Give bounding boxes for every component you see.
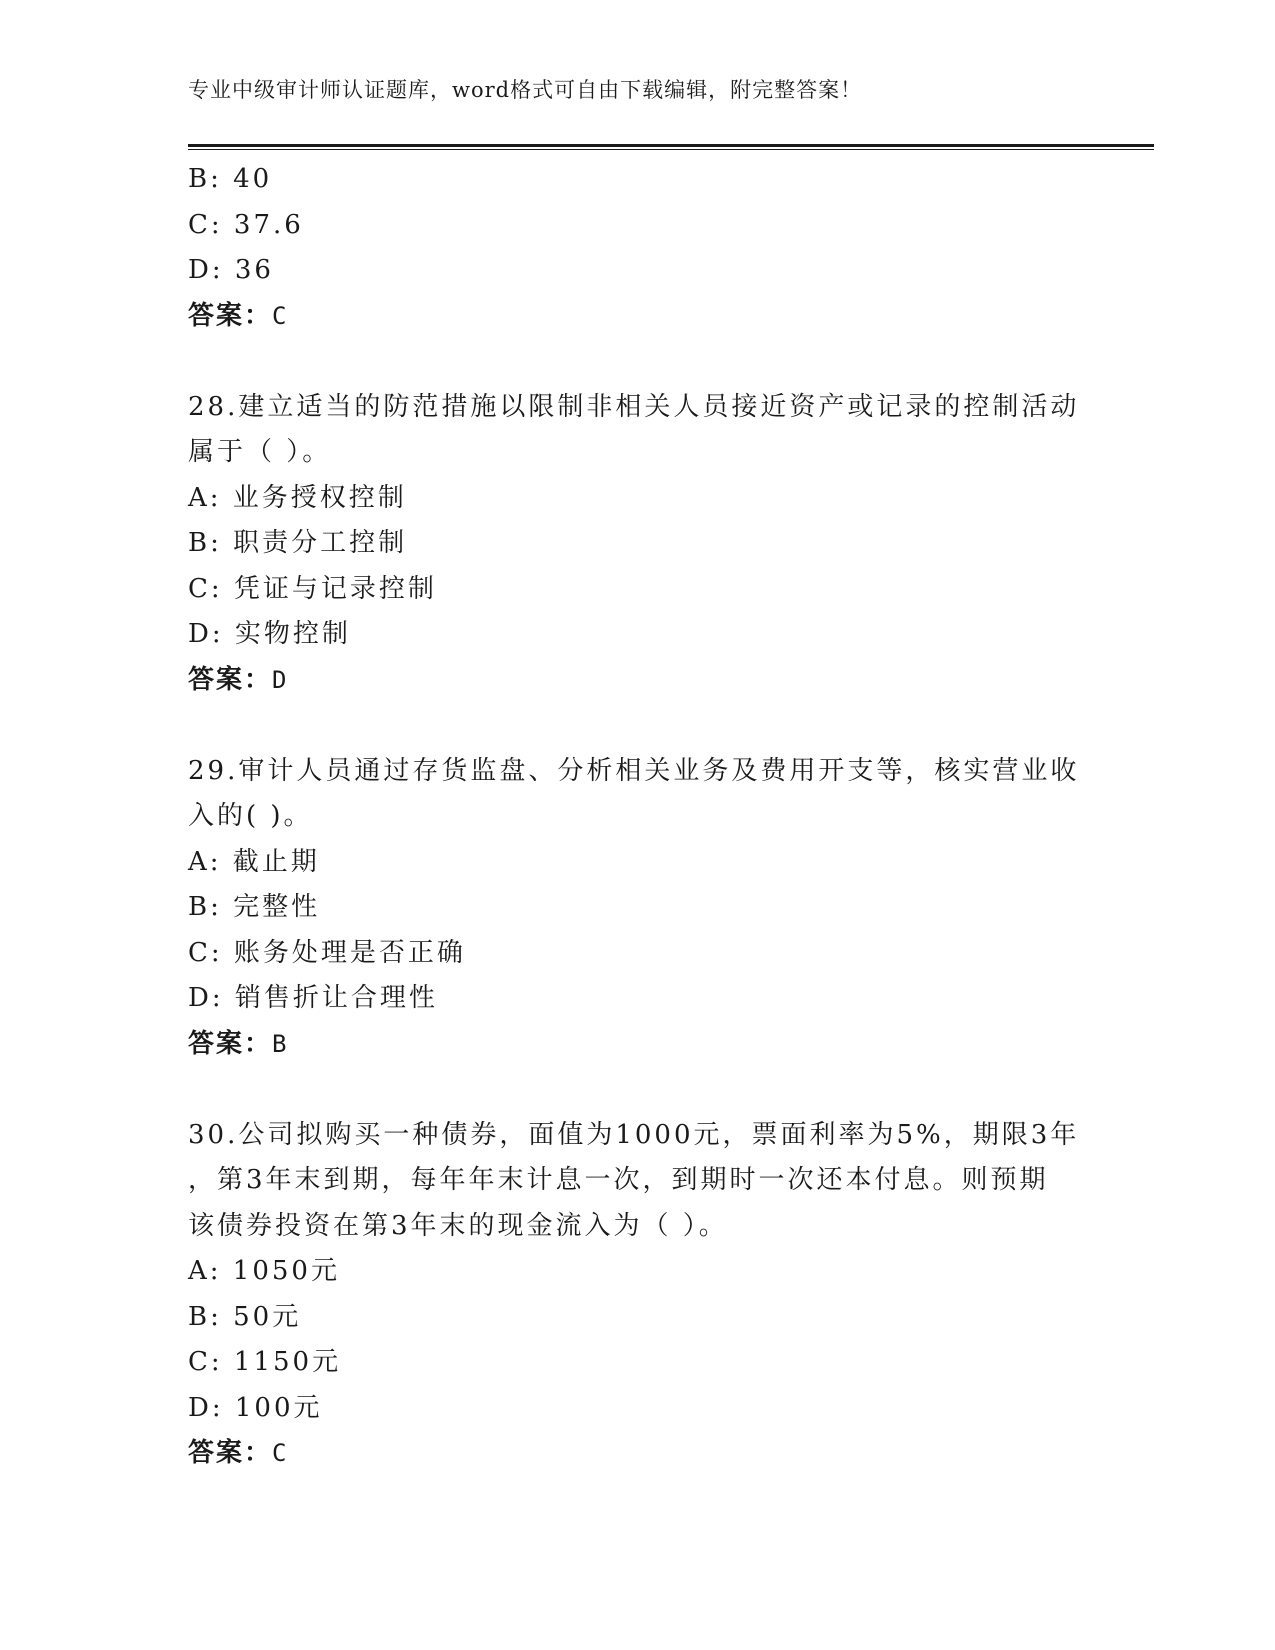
header-rule-thin [188,149,1154,150]
answer-label: 答案： [188,664,273,695]
question-28 [188,385,1088,704]
question-stem-line: 入的( )。 [188,801,313,831]
question-stem-line: 属于（ ）。 [188,437,332,467]
option-c: C: 1150元 [188,1347,342,1377]
answer-line [188,1022,1088,1068]
answer-value: C [272,1439,289,1467]
question-stem-line: ，第3年末到期，每年年末计息一次，到期时一次还本付息。则预期 [188,1165,1049,1195]
option-d: D: 100元 [188,1392,323,1423]
option-d: D: 36 [188,255,274,285]
question-29 [188,749,1088,1068]
answer-label: 答案： [188,1028,273,1059]
option-b: B: 50元 [188,1301,302,1332]
option-d: D: 实物控制 [188,619,351,649]
option-a: A: 业务授权控制 [188,482,407,513]
question-stem-line: 该债券投资在第3年末的现金流入为（ ）。 [188,1210,728,1241]
answer-label: 答案： [188,300,273,331]
option-b: B: 完整性 [188,892,321,922]
option-c: C: 凭证与记录控制 [188,573,437,604]
prev-question-block [188,157,1088,339]
question-stem-line: 30.公司拟购买一种债券，面值为1000元，票面利率为5%，期限3年 [188,1119,1080,1150]
question-30 [188,1113,1088,1477]
option-c: C: 账务处理是否正确 [188,937,466,968]
answer-line [188,294,1088,340]
question-content [188,157,1088,1477]
answer-line [188,1431,1088,1477]
answer-value: C [272,301,289,330]
question-stem-line: 29.审计人员通过存货监盘、分析相关业务及费用开支等，核实营业收 [188,755,1080,786]
answer-label: 答案： [188,1438,273,1468]
option-c: C: 37.6 [188,209,304,240]
page-header: 专业中级审计师认证题库，word格式可自由下载编辑，附完整答案！ [188,78,863,102]
answer-value: B [272,1029,289,1058]
spacer [188,1067,1088,1113]
spacer [188,703,1088,749]
option-b: B: 40 [188,164,273,194]
option-a: A: 1050元 [188,1256,340,1286]
header-rule-thick [188,144,1154,147]
question-stem-line: 28.建立适当的防范措施以限制非相关人员接近资产或记录的控制活动 [188,391,1080,422]
answer-line [188,658,1088,704]
option-b: B: 职责分工控制 [188,528,408,558]
spacer [188,339,1088,385]
option-d: D: 销售折让合理性 [188,983,438,1013]
option-a: A: 截止期 [188,846,320,877]
answer-value: D [272,665,289,694]
